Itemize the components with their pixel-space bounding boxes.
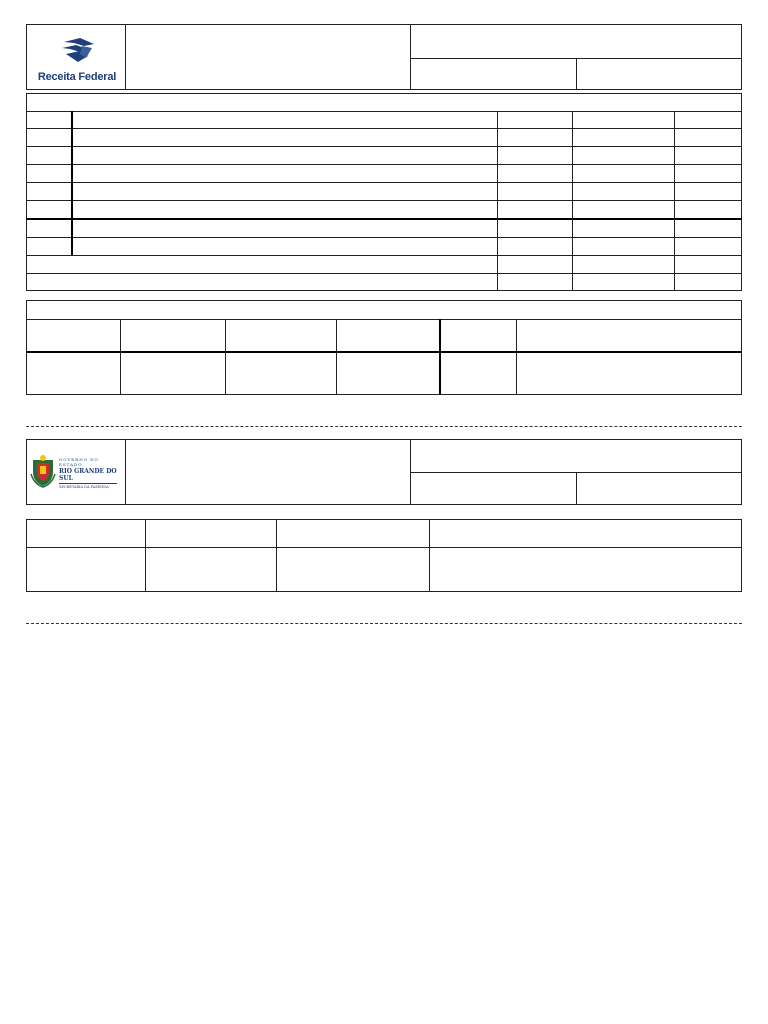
federal-form [0, 0, 768, 400]
cut-line [26, 623, 742, 624]
federal-header [26, 24, 742, 90]
receita-federal-emblem-icon [36, 36, 118, 66]
federal-detail-table [26, 93, 742, 291]
federal-payment-table [26, 300, 742, 395]
state-logo-line3: SECRETARIA DA FAZENDA [59, 485, 109, 489]
state-logo-line2: RIO GRANDE DO SUL [59, 468, 117, 482]
rio-grande-do-sul-logo [30, 454, 122, 490]
cut-line [26, 426, 742, 427]
state-form [0, 430, 768, 600]
receita-federal-logo [36, 36, 118, 82]
receita-federal-text: Receita Federal [37, 71, 117, 83]
coat-of-arms-icon [30, 454, 56, 488]
state-logo-line1: GOVERNO DO ESTADO [59, 457, 99, 467]
state-payment-table [26, 519, 742, 592]
